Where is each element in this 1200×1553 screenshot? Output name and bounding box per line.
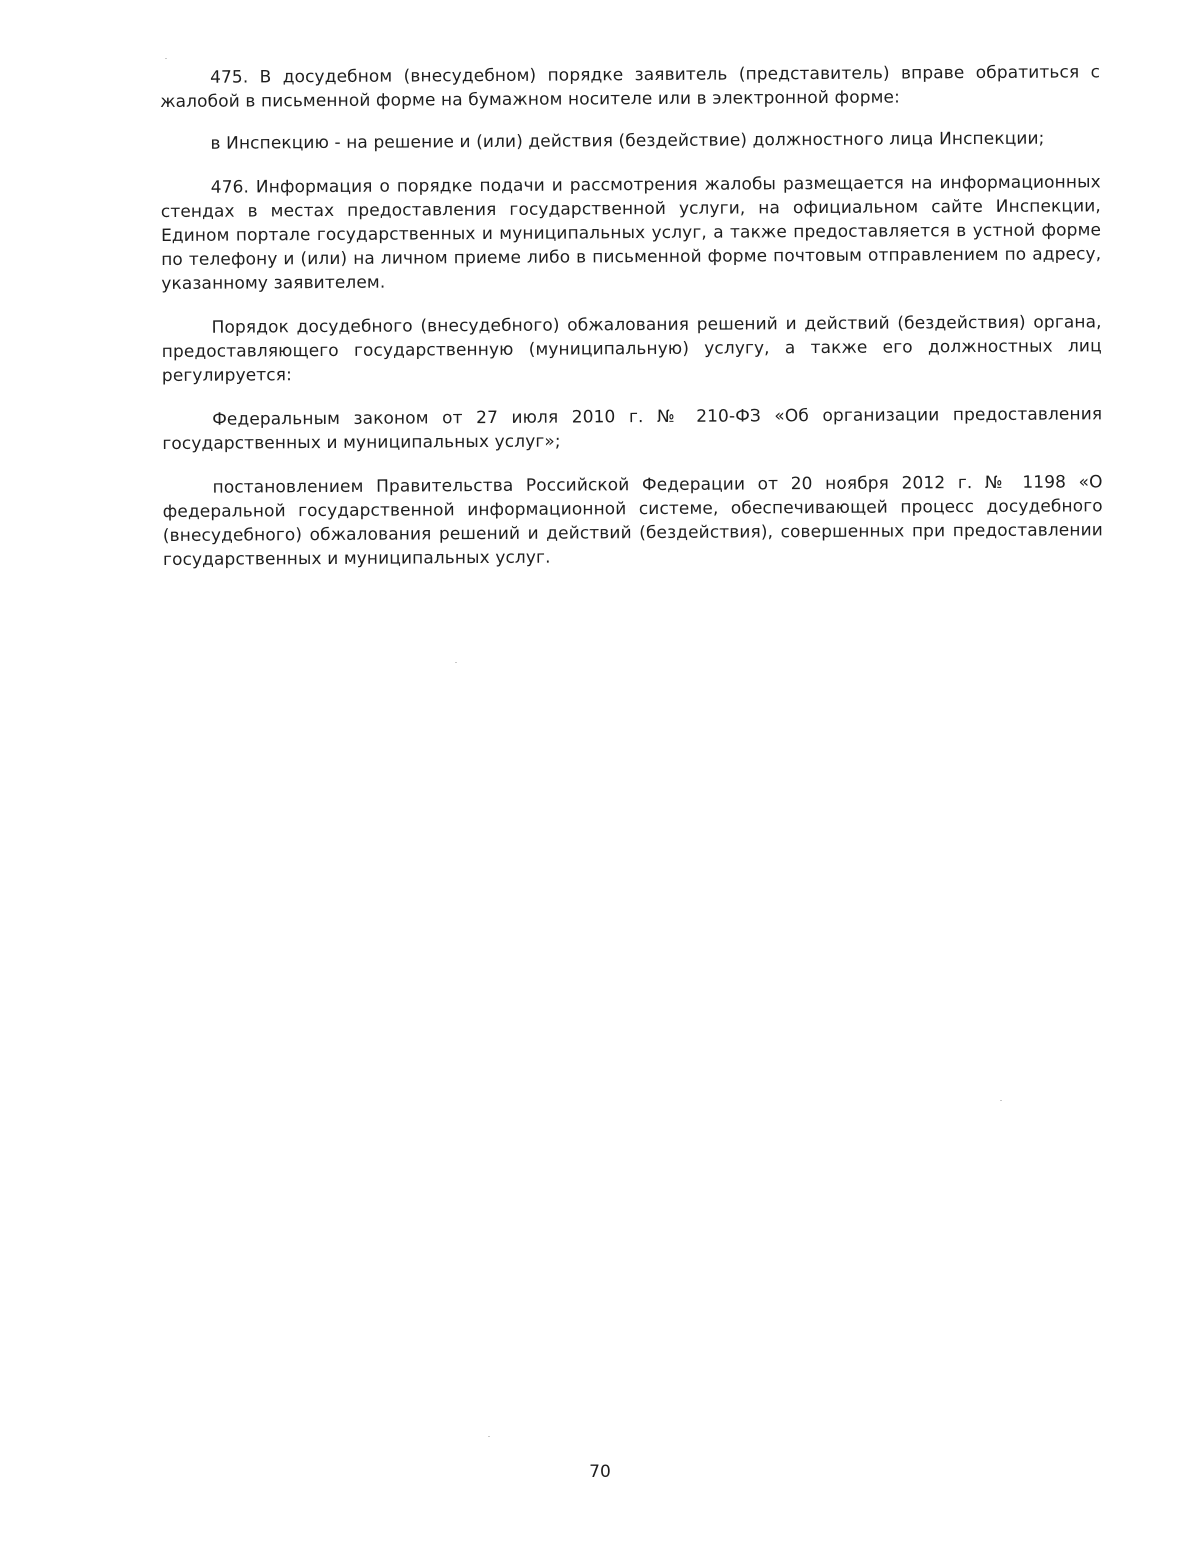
paragraph-476: 476. Информация о порядке подачи и рассмотрения жалобы размещается на информационных стендах в местах предоставления государственной услуги, на официальном сайте Инспекции, Едином портале государственных и муниципальных услуг, а также предоставляется в устной форме по телефону и (или) на личном приеме либо в письменной форме почтовым отправлением по адресу, указанному заявителем. (160, 172, 1102, 294)
scan-speck (165, 58, 167, 59)
page-number: 70 (589, 1462, 611, 1482)
paragraph-appeal-procedure: Порядок досудебного (внесудебного) обжалования решений и действий (бездействия) органа, предоставляющего государственную (муниципальную) услугу, а также его должностных лиц регулируется: (161, 312, 1102, 386)
paragraph-inspection-complaint: в Инспекцию - на решение и (или) действия (бездействие) должностного лица Инспекции; (210, 128, 1045, 154)
scan-speck (1000, 1100, 1002, 1101)
scan-speck (488, 1436, 490, 1437)
paragraph-federal-law: Федеральным законом от 27 июля 2010 г. № 210-ФЗ «Об организации предоставления государственных и муниципальных услуг»; (162, 404, 1103, 454)
paragraph-475: 475. В досудебном (внесудебном) порядке заявитель (представитель) вправе обратиться с жалобой в письменной форме на бумажном носителе или в электронной форме: (160, 62, 1101, 112)
scan-speck (455, 662, 457, 663)
document-body (160, 60, 1103, 590)
paragraph-government-decree: постановлением Правительства Российской Федерации от 20 ноября 2012 г. № 1198 «О федеральной государственной информационной системе, обеспечивающей процесс досудебного (внесудебного) обжалования решений и действий (бездействия), совершенных при предоставлении государственных и муниципальных услуг. (162, 472, 1103, 570)
